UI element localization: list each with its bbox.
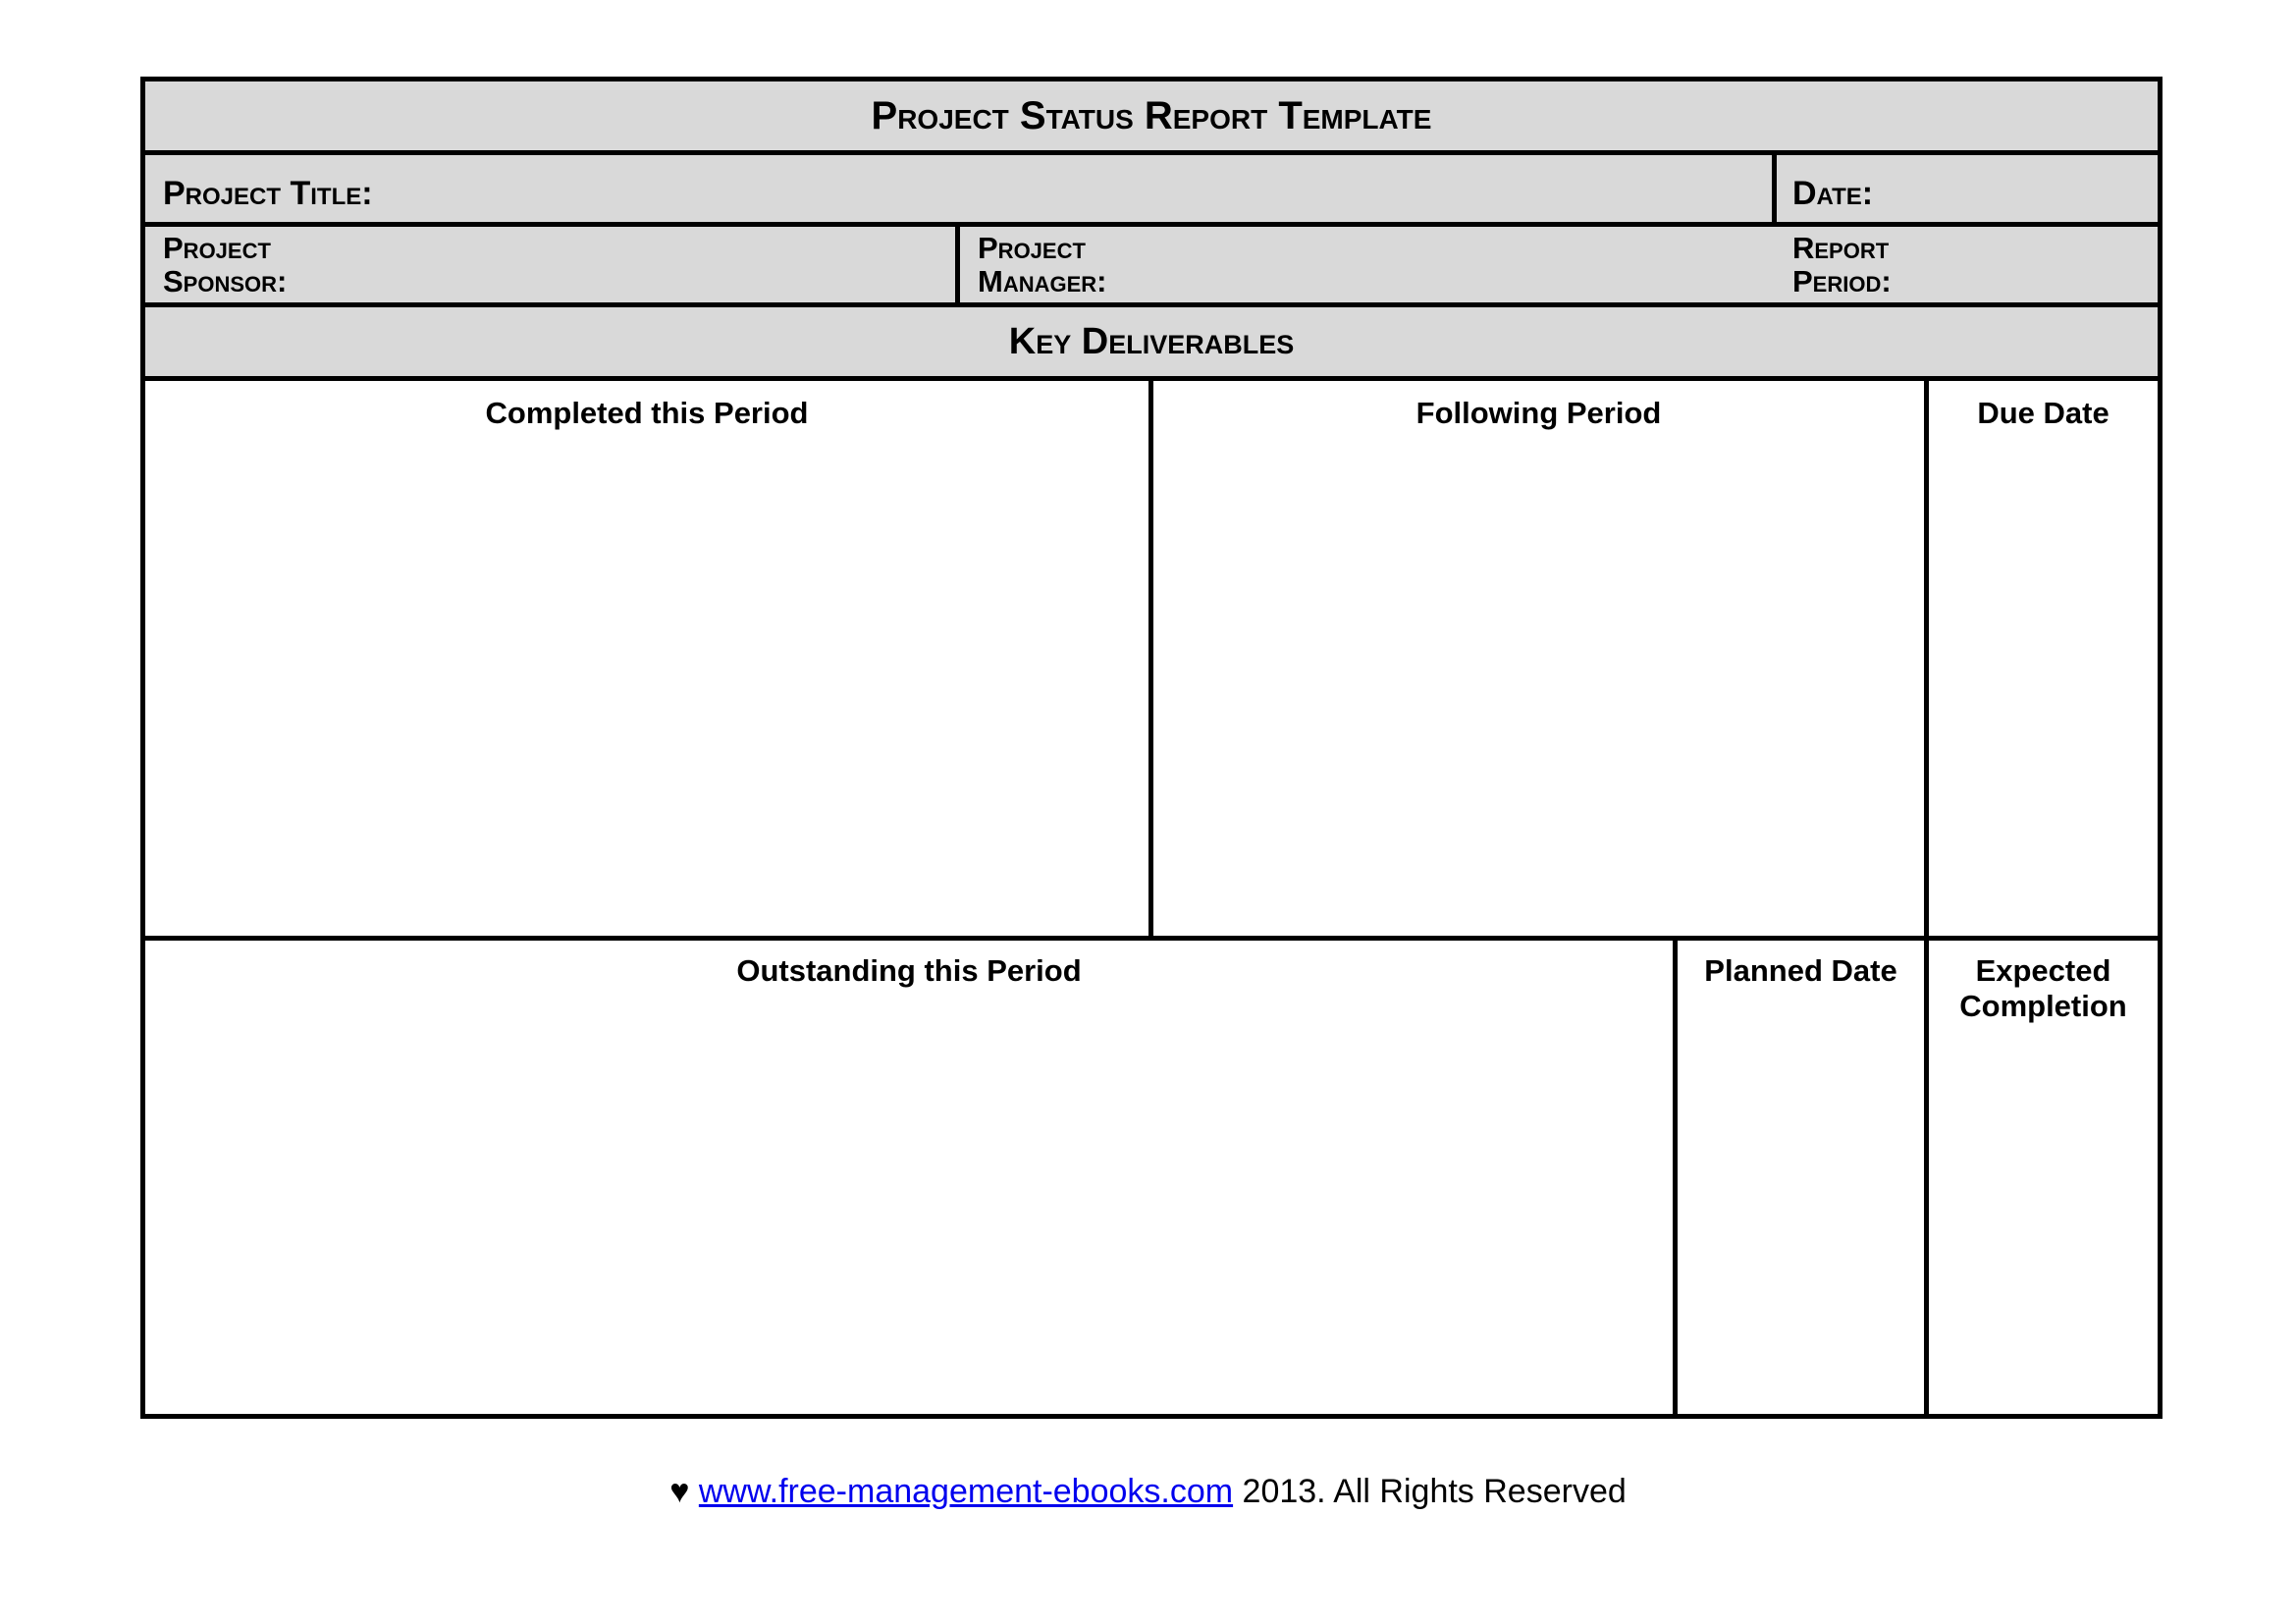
due-date-cell[interactable] bbox=[1929, 435, 2158, 936]
expected-completion-header: Expected Completion bbox=[1959, 953, 2127, 1023]
following-period-cell[interactable] bbox=[1153, 435, 1924, 936]
project-title-label: Project Title: bbox=[163, 175, 373, 212]
date-label: Date: bbox=[1792, 175, 1874, 212]
website-link[interactable]: www.free-management-ebooks.com bbox=[698, 1473, 1234, 1510]
planned-date-cell[interactable] bbox=[1678, 995, 1924, 1419]
due-date-header: Due Date bbox=[1977, 396, 2109, 430]
project-sponsor-label: Project Sponsor: bbox=[163, 231, 288, 298]
key-deliverables-row bbox=[145, 307, 2158, 376]
key-deliverables-title: Key Deliverables bbox=[1008, 320, 1295, 362]
outstanding-this-period-cell[interactable] bbox=[145, 995, 1673, 1419]
heart-icon: ♥ bbox=[669, 1473, 690, 1510]
page-title: Project Status Report Template bbox=[871, 93, 1432, 137]
completed-this-period-header: Completed this Period bbox=[485, 396, 809, 430]
outstanding-this-period-header: Outstanding this Period bbox=[736, 953, 1082, 988]
report-period-label: Report Period: bbox=[1792, 231, 1892, 298]
copyright-text: 2013. All Rights Reserved bbox=[1233, 1473, 1627, 1510]
divider bbox=[955, 227, 960, 302]
completed-this-period-cell[interactable] bbox=[145, 435, 1148, 936]
project-manager-label: Project Manager: bbox=[978, 231, 1107, 298]
status-report-table bbox=[140, 77, 2163, 1419]
following-period-header: Following Period bbox=[1415, 396, 1662, 430]
footer bbox=[0, 1470, 2296, 1513]
title-row bbox=[145, 81, 2158, 150]
expected-completion-cell[interactable] bbox=[1929, 1029, 2158, 1419]
divider bbox=[145, 936, 2158, 941]
planned-date-header: Planned Date bbox=[1704, 953, 1897, 988]
